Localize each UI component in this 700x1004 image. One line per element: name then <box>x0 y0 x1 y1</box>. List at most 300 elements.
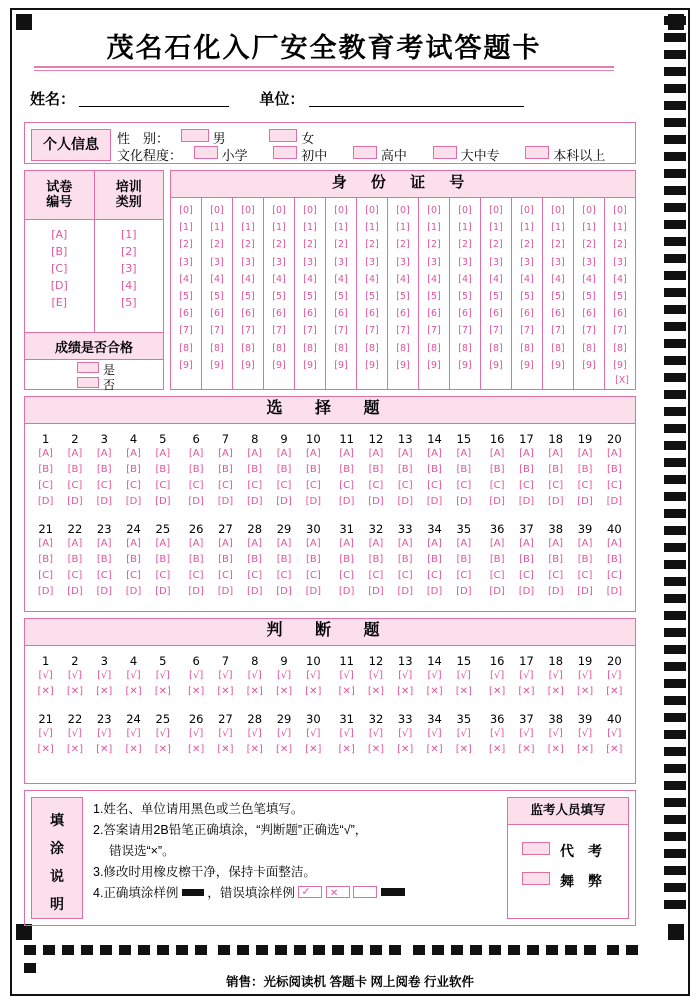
bubble-option[interactable]: [C] <box>276 570 292 581</box>
bubble-option[interactable]: [8] <box>489 342 503 354</box>
bubble-option[interactable]: [B] <box>67 554 83 565</box>
bubble-option[interactable]: [0] <box>458 205 472 216</box>
bubble-option[interactable]: [D] <box>397 496 413 507</box>
bubble-option[interactable]: [B] <box>38 464 53 475</box>
bubble-option[interactable]: [D] <box>67 586 83 597</box>
bubble-option[interactable]: [✕] <box>125 686 142 697</box>
id-digit-column[interactable] <box>419 198 450 389</box>
bubble-option[interactable]: [√] <box>155 670 170 681</box>
bubble-option[interactable]: [✕] <box>455 744 472 755</box>
bubble-option[interactable]: [2] <box>427 239 441 251</box>
bubble-option[interactable]: [1] <box>551 222 565 234</box>
bubble-option[interactable]: [7] <box>551 325 565 337</box>
bubble-option[interactable]: [A] <box>456 538 472 549</box>
bubble-option[interactable]: [8] <box>551 342 565 354</box>
bubble-option[interactable]: [√] <box>607 670 622 681</box>
bubble-option[interactable]: [B] <box>427 554 442 565</box>
bubble-option[interactable]: [2] <box>272 239 286 251</box>
bubble-option[interactable]: [B] <box>368 464 384 475</box>
bubble-option[interactable]: [A] <box>38 448 53 459</box>
bubble-option[interactable]: [A] <box>306 448 321 459</box>
bubble-option[interactable]: [✕] <box>125 744 142 755</box>
id-digit-column[interactable] <box>481 198 512 389</box>
bubble-option[interactable]: [A] <box>155 538 171 549</box>
bubble-option[interactable]: [B] <box>155 554 171 565</box>
bubble-option[interactable]: [1] <box>396 222 410 234</box>
bubble-option[interactable]: [C] <box>489 570 505 581</box>
bubble-option[interactable]: [7] <box>365 325 379 337</box>
bubble-option[interactable]: [3] <box>303 256 317 268</box>
bubble-option[interactable]: [√] <box>607 728 622 739</box>
bubble-option[interactable]: [✕] <box>66 744 84 755</box>
bubble-option[interactable]: [A] <box>397 448 413 459</box>
bubble-option[interactable]: [5] <box>551 291 565 303</box>
bubble-icon[interactable] <box>77 362 99 373</box>
education-option-college[interactable] <box>433 145 500 164</box>
bubble-option[interactable]: [C] <box>456 570 472 581</box>
bubble-option[interactable]: [D] <box>426 586 443 597</box>
bubble-option[interactable]: [8] <box>458 342 472 354</box>
bubble-option[interactable]: [6] <box>427 308 441 320</box>
bubble-option[interactable]: [C] <box>397 480 413 491</box>
bubble-option[interactable]: [✕] <box>246 744 263 755</box>
bubble-option[interactable]: [1] <box>458 222 472 234</box>
bubble-option[interactable]: [C] <box>126 570 141 581</box>
bubble-option[interactable]: [A] <box>339 538 354 549</box>
bubble-option[interactable]: [5] <box>241 291 255 303</box>
bubble-option[interactable]: [A] <box>188 448 204 459</box>
bubble-option[interactable]: [8] <box>365 342 379 354</box>
bubble-option[interactable]: [√] <box>519 728 534 739</box>
bubble-option[interactable]: [✕] <box>96 686 113 697</box>
bubble-option[interactable]: [A] <box>126 448 141 459</box>
bubble-option[interactable]: [C] <box>38 570 54 581</box>
id-digit-column[interactable] <box>543 198 574 389</box>
bubble-option[interactable]: [1] <box>120 228 137 241</box>
bubble-option[interactable]: [✕] <box>547 744 564 755</box>
bubble-option[interactable]: [B] <box>489 554 505 565</box>
bubble-option[interactable]: [A] <box>368 448 384 459</box>
bubble-option[interactable]: [A] <box>155 448 171 459</box>
bubble-option[interactable]: [✕] <box>576 686 594 697</box>
bubble-option[interactable]: [D] <box>217 586 234 597</box>
bubble-option[interactable]: [✕] <box>275 686 293 697</box>
bubble-option[interactable]: [√] <box>306 728 321 739</box>
bubble-option[interactable]: [A] <box>51 228 68 241</box>
bubble-option[interactable]: [4] <box>241 273 255 285</box>
bubble-option[interactable]: [D] <box>547 496 564 507</box>
bubble-option[interactable]: [B] <box>247 554 263 565</box>
bubble-option[interactable]: [√] <box>247 728 262 739</box>
bubble-option[interactable]: [1] <box>489 222 503 234</box>
bubble-option[interactable]: [C] <box>96 570 112 581</box>
bubble-option[interactable]: [√] <box>398 670 413 681</box>
bubble-option[interactable]: [B] <box>368 554 384 565</box>
bubble-option[interactable]: [7] <box>613 325 627 337</box>
id-digit-column[interactable] <box>388 198 419 389</box>
bubble-option[interactable]: [✕] <box>246 686 263 697</box>
bubble-option[interactable]: [5] <box>120 296 137 309</box>
bubble-option[interactable]: [✕] <box>426 744 443 755</box>
bubble-option[interactable]: [A] <box>397 538 413 549</box>
bubble-option[interactable]: [B] <box>96 464 112 475</box>
bubble-option[interactable]: [√] <box>276 728 292 739</box>
bubble-option[interactable]: [A] <box>519 448 534 459</box>
bubble-option[interactable]: [√] <box>456 728 471 739</box>
bubble-icon[interactable] <box>194 146 218 159</box>
bubble-option[interactable]: [E] <box>51 296 68 309</box>
bubble-option[interactable]: [B] <box>456 464 472 475</box>
bubble-option[interactable]: [0] <box>179 205 193 216</box>
bubble-option[interactable]: [C] <box>155 480 171 491</box>
bubble-option[interactable]: [6] <box>489 308 503 320</box>
bubble-option[interactable]: [4] <box>303 273 317 285</box>
bubble-option[interactable]: [✕] <box>217 744 234 755</box>
bubble-option[interactable]: [√] <box>398 728 413 739</box>
bubble-option[interactable]: [C] <box>548 570 564 581</box>
bubble-option[interactable]: [C] <box>427 480 442 491</box>
bubble-option[interactable]: [2] <box>241 239 255 251</box>
bubble-option[interactable]: [B] <box>397 554 413 565</box>
bubble-option[interactable]: [0] <box>396 205 410 216</box>
bubble-option[interactable]: [7] <box>458 325 472 337</box>
bubble-option[interactable]: [√] <box>490 670 505 681</box>
bubble-option[interactable]: [C] <box>339 480 355 491</box>
bubble-option[interactable]: [√] <box>67 670 83 681</box>
bubble-option[interactable]: [✕] <box>547 686 564 697</box>
bubble-option[interactable]: [1] <box>303 222 317 234</box>
bubble-option[interactable]: [√] <box>189 670 204 681</box>
bubble-option[interactable]: [D] <box>37 586 54 597</box>
bubble-option[interactable]: [B] <box>51 245 68 258</box>
bubble-option[interactable]: [C] <box>606 570 622 581</box>
bubble-option[interactable]: [D] <box>489 586 505 597</box>
bubble-option[interactable]: [3] <box>179 256 193 268</box>
bubble-option[interactable]: [✕] <box>188 744 205 755</box>
bubble-option[interactable]: [3] <box>365 256 379 268</box>
bubble-option[interactable]: [D] <box>246 586 263 597</box>
bubble-option[interactable]: [C] <box>577 570 593 581</box>
bubble-option[interactable]: [5] <box>179 291 193 303</box>
bubble-option[interactable]: [9] <box>210 359 224 371</box>
bubble-option[interactable]: [4] <box>458 273 472 285</box>
bubble-option[interactable]: [C] <box>368 480 384 491</box>
bubble-option[interactable]: [C] <box>276 480 292 491</box>
train-type-column[interactable] <box>95 220 164 332</box>
bubble-option[interactable]: [√] <box>456 670 471 681</box>
bubble-option[interactable]: [√] <box>218 728 233 739</box>
bubble-option[interactable]: [3] <box>489 256 503 268</box>
name-input-line[interactable] <box>79 90 229 107</box>
bubble-option[interactable]: [B] <box>519 464 534 475</box>
bubble-option[interactable]: [6] <box>551 308 565 320</box>
bubble-icon[interactable] <box>522 872 550 885</box>
bubble-option[interactable]: [C] <box>305 480 321 491</box>
bubble-option[interactable]: [✕] <box>154 686 171 697</box>
bubble-option[interactable]: [A] <box>218 538 233 549</box>
bubble-option[interactable]: [√] <box>218 670 233 681</box>
bubble-option[interactable]: [C] <box>368 570 384 581</box>
bubble-option[interactable]: [A] <box>427 538 442 549</box>
bubble-option[interactable]: [8] <box>241 342 255 354</box>
id-digit-column[interactable] <box>450 198 481 389</box>
invigilator-option-cheat[interactable] <box>508 871 628 891</box>
bubble-option[interactable]: [8] <box>210 342 224 354</box>
bubble-option[interactable]: [√] <box>548 670 563 681</box>
bubble-option[interactable]: [0] <box>489 205 503 216</box>
unit-input-line[interactable] <box>309 90 524 107</box>
bubble-option[interactable]: [8] <box>303 342 317 354</box>
bubble-icon[interactable] <box>353 146 377 159</box>
bubble-option[interactable]: [A] <box>456 448 472 459</box>
bubble-option[interactable]: [D] <box>125 586 142 597</box>
bubble-option[interactable]: [√] <box>247 670 262 681</box>
bubble-option[interactable]: [D] <box>606 586 623 597</box>
id-digit-column[interactable] <box>295 198 326 389</box>
bubble-option[interactable]: [4] <box>582 273 596 285</box>
bubble-option[interactable]: [✕] <box>518 744 535 755</box>
bubble-option[interactable]: [C] <box>577 480 593 491</box>
education-option-junior[interactable] <box>273 145 327 164</box>
bubble-option[interactable]: [6] <box>520 308 534 320</box>
bubble-option[interactable]: [6] <box>582 308 596 320</box>
bubble-option[interactable]: [✕] <box>606 744 623 755</box>
bubble-option[interactable]: [C] <box>519 480 534 491</box>
bubble-option[interactable]: [B] <box>548 464 564 475</box>
bubble-option[interactable]: [3] <box>582 256 596 268</box>
bubble-option[interactable]: [3] <box>427 256 441 268</box>
bubble-option[interactable]: [A] <box>577 538 593 549</box>
bubble-option[interactable]: [9] <box>272 359 286 371</box>
bubble-option[interactable]: [✕] <box>217 686 234 697</box>
bubble-option[interactable]: [B] <box>339 554 354 565</box>
bubble-option[interactable]: [D] <box>96 586 112 597</box>
bubble-option[interactable]: [D] <box>67 496 83 507</box>
bubble-option[interactable]: [√] <box>427 728 442 739</box>
bubble-option[interactable]: [0] <box>427 205 441 216</box>
bubble-option[interactable]: [✕] <box>305 744 322 755</box>
bubble-option[interactable]: [C] <box>188 480 204 491</box>
bubble-option[interactable]: [√] <box>548 728 563 739</box>
bubble-option[interactable]: [9] <box>489 359 503 371</box>
bubble-option[interactable]: [8] <box>179 342 193 354</box>
bubble-option[interactable]: [A] <box>427 448 442 459</box>
bubble-option[interactable]: [6] <box>179 308 193 320</box>
bubble-option[interactable]: [C] <box>247 480 263 491</box>
bubble-option[interactable]: [9] <box>582 359 596 371</box>
bubble-option[interactable]: [C] <box>51 262 68 275</box>
bubble-option[interactable]: [3] <box>241 256 255 268</box>
bubble-option[interactable]: [4] <box>489 273 503 285</box>
bubble-option[interactable]: [4] <box>396 273 410 285</box>
bubble-option[interactable]: [A] <box>188 538 204 549</box>
bubble-option[interactable]: [B] <box>577 554 593 565</box>
bubble-option[interactable]: [D] <box>96 496 112 507</box>
bubble-option[interactable]: [4] <box>520 273 534 285</box>
bubble-option[interactable]: [B] <box>218 464 233 475</box>
bubble-option[interactable]: [0] <box>365 205 379 216</box>
bubble-option[interactable]: [√] <box>306 670 321 681</box>
bubble-option[interactable]: [B] <box>397 464 413 475</box>
bubble-option[interactable]: [✕] <box>576 744 594 755</box>
bubble-option[interactable]: [C] <box>155 570 171 581</box>
bubble-option[interactable]: [D] <box>188 496 204 507</box>
bubble-option[interactable]: [2] <box>210 239 224 251</box>
bubble-option[interactable]: [2] <box>120 245 137 258</box>
bubble-option[interactable]: [2] <box>613 239 627 251</box>
bubble-option[interactable]: [7] <box>303 325 317 337</box>
id-digit-column[interactable] <box>171 198 202 389</box>
bubble-option[interactable]: [5] <box>210 291 224 303</box>
bubble-option[interactable]: [7] <box>241 325 255 337</box>
bubble-option[interactable]: [6] <box>458 308 472 320</box>
bubble-option[interactable]: [1] <box>210 222 224 234</box>
bubble-option[interactable]: [B] <box>427 464 442 475</box>
bubble-option[interactable]: [7] <box>272 325 286 337</box>
bubble-option[interactable]: [√] <box>67 728 83 739</box>
bubble-option[interactable]: [B] <box>577 464 593 475</box>
bubble-option[interactable]: [A] <box>548 538 564 549</box>
bubble-option[interactable]: [7] <box>520 325 534 337</box>
bubble-option[interactable]: [5] <box>427 291 441 303</box>
bubble-option[interactable]: [4] <box>179 273 193 285</box>
bubble-option[interactable]: [A] <box>276 448 292 459</box>
bubble-option[interactable]: [A] <box>548 448 564 459</box>
bubble-option[interactable]: [C] <box>218 570 233 581</box>
bubble-option[interactable]: [A] <box>247 448 263 459</box>
bubble-option[interactable]: [9] <box>427 359 441 371</box>
bubble-option[interactable]: [2] <box>489 239 503 251</box>
bubble-icon[interactable] <box>433 146 457 159</box>
bubble-option[interactable]: [9] <box>613 359 627 371</box>
bubble-option[interactable]: [9] <box>396 359 410 371</box>
bubble-option[interactable]: [✕] <box>489 686 506 697</box>
bubble-option[interactable]: [8] <box>334 342 348 354</box>
bubble-option[interactable]: [C] <box>96 480 112 491</box>
bubble-option[interactable]: [0] <box>551 205 565 216</box>
bubble-option[interactable]: [1] <box>272 222 286 234</box>
bubble-option[interactable]: [√] <box>490 728 505 739</box>
bubble-option[interactable]: [✕] <box>606 686 623 697</box>
bubble-option[interactable]: [D] <box>217 496 234 507</box>
bubble-option[interactable]: [2] <box>551 239 565 251</box>
bubble-option[interactable]: [5] <box>303 291 317 303</box>
bubble-icon[interactable] <box>273 146 297 159</box>
bubble-option[interactable]: [D] <box>50 279 68 292</box>
bubble-option[interactable]: [A] <box>247 538 263 549</box>
bubble-option[interactable]: [B] <box>607 554 622 565</box>
bubble-option[interactable]: [B] <box>126 464 141 475</box>
bubble-option[interactable]: [D] <box>518 496 535 507</box>
bubble-option[interactable]: [D] <box>456 496 472 507</box>
bubble-option[interactable]: [√] <box>519 670 534 681</box>
bubble-option[interactable]: [C] <box>548 480 564 491</box>
bubble-option[interactable]: [4] <box>365 273 379 285</box>
bubble-option[interactable]: [9] <box>365 359 379 371</box>
bubble-option[interactable]: [0] <box>520 205 534 216</box>
bubble-option[interactable]: [1] <box>520 222 534 234</box>
bubble-option[interactable]: [A] <box>218 448 233 459</box>
bubble-option[interactable]: [2] <box>396 239 410 251</box>
bubble-option[interactable]: [C] <box>38 480 54 491</box>
bubble-option[interactable]: [✕] <box>96 744 113 755</box>
bubble-option[interactable]: [C] <box>218 480 233 491</box>
bubble-option[interactable]: [7] <box>582 325 596 337</box>
bubble-option[interactable]: [1] <box>427 222 441 234</box>
bubble-option[interactable]: [C] <box>489 480 505 491</box>
bubble-option[interactable]: [4] <box>551 273 565 285</box>
bubble-option[interactable]: [9] <box>303 359 317 371</box>
bubble-option[interactable]: [D] <box>276 496 292 507</box>
bubble-option[interactable]: [8] <box>520 342 534 354</box>
bubble-option[interactable]: [1] <box>241 222 255 234</box>
bubble-option[interactable]: [6] <box>365 308 379 320</box>
bubble-option[interactable]: [D] <box>305 496 322 507</box>
id-digit-column[interactable] <box>357 198 388 389</box>
bubble-option[interactable]: [1] <box>582 222 596 234</box>
bubble-option[interactable]: [6] <box>272 308 286 320</box>
bubble-option[interactable]: [B] <box>247 464 263 475</box>
bubble-option[interactable]: [A] <box>96 538 112 549</box>
bubble-option[interactable]: [C] <box>67 480 83 491</box>
bubble-option[interactable]: [D] <box>518 586 535 597</box>
bubble-option[interactable]: [✕] <box>397 744 414 755</box>
bubble-option[interactable]: [C] <box>247 570 263 581</box>
bubble-option[interactable]: [2] <box>365 239 379 251</box>
bubble-option[interactable]: [√] <box>276 670 292 681</box>
bubble-option[interactable]: [8] <box>396 342 410 354</box>
bubble-option[interactable]: [7] <box>427 325 441 337</box>
bubble-option[interactable]: [√] <box>339 728 354 739</box>
bubble-option[interactable]: [9] <box>551 359 565 371</box>
bubble-option[interactable]: [B] <box>519 554 534 565</box>
bubble-option[interactable]: [C] <box>427 570 442 581</box>
bubble-option[interactable]: [2] <box>520 239 534 251</box>
bubble-option[interactable]: [√] <box>97 728 112 739</box>
bubble-option[interactable]: [4] <box>427 273 441 285</box>
education-option-primary[interactable] <box>194 145 248 164</box>
bubble-option[interactable]: [3] <box>520 256 534 268</box>
bubble-option[interactable]: [9] <box>458 359 472 371</box>
bubble-option[interactable]: [✕] <box>154 744 171 755</box>
bubble-option[interactable]: [3] <box>120 262 137 275</box>
bubble-option[interactable]: [A] <box>607 538 622 549</box>
bubble-option[interactable]: [1] <box>334 222 348 234</box>
bubble-option[interactable]: [A] <box>339 448 354 459</box>
bubble-option[interactable]: [A] <box>519 538 534 549</box>
bubble-option[interactable]: [2] <box>458 239 472 251</box>
bubble-option[interactable]: [C] <box>339 570 355 581</box>
id-digit-column[interactable] <box>512 198 543 389</box>
bubble-option[interactable]: [0] <box>334 205 348 216</box>
bubble-option[interactable]: [C] <box>67 570 83 581</box>
bubble-option[interactable]: [0] <box>210 205 224 216</box>
bubble-option[interactable]: [6] <box>613 308 627 320</box>
bubble-option[interactable]: [5] <box>613 291 627 303</box>
bubble-option[interactable]: [3] <box>458 256 472 268</box>
bubble-option[interactable]: [9] <box>334 359 348 371</box>
bubble-option[interactable]: [√] <box>577 670 593 681</box>
bubble-option[interactable]: [D] <box>397 586 413 597</box>
bubble-option[interactable]: [✕] <box>367 744 385 755</box>
bubble-option[interactable]: [✕] <box>338 686 355 697</box>
bubble-option[interactable]: [C] <box>519 570 534 581</box>
id-digit-column[interactable] <box>264 198 295 389</box>
bubble-option[interactable]: [✕] <box>518 686 535 697</box>
pass-option-yes[interactable] <box>77 362 163 377</box>
bubble-option[interactable]: [✕] <box>305 686 322 697</box>
bubble-option[interactable]: [✕] <box>275 744 293 755</box>
